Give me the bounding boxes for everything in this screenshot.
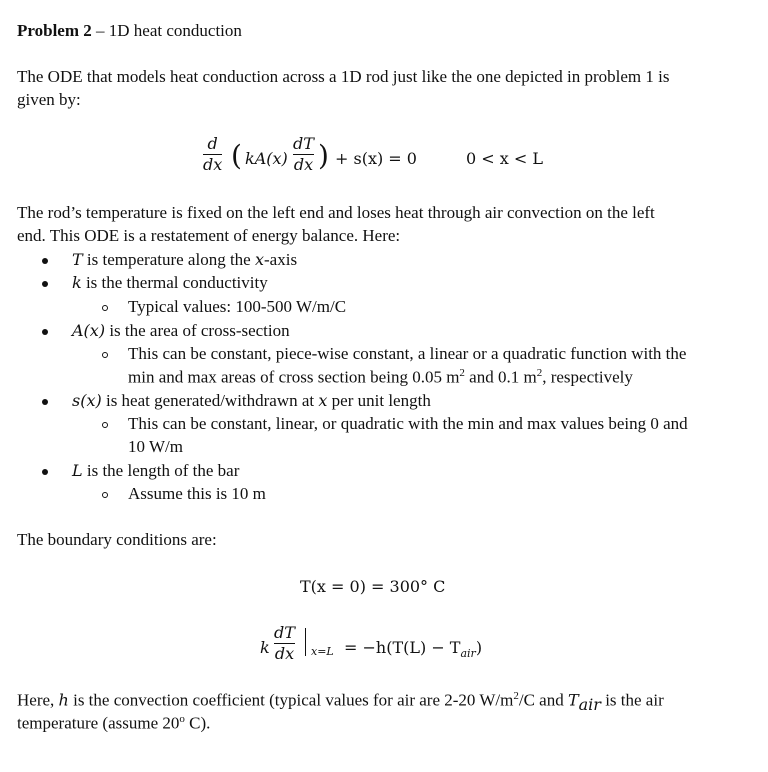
problem-title [17, 21, 242, 41]
bc2-at: x=L [311, 645, 334, 658]
d-dx-fraction [203, 135, 222, 174]
source-term: + s(x) = 0 [335, 149, 417, 168]
closing-line-2: temperature (assume 20$^o$ C). [17, 713, 211, 733]
dT-numerator: dT [293, 134, 314, 153]
description-line-1: The rod’s temperature is fixed on the left end and loses heat through air convection on the left [17, 203, 655, 222]
list-item-L: L is the length of the bar [72, 461, 240, 480]
d-numerator: d [207, 134, 218, 153]
dx-denominator-2: dx [293, 155, 314, 174]
problem-subtitle: 1D heat conduction [108, 21, 242, 40]
problem-label: Problem 2 [17, 21, 92, 40]
sub-bullet-ring [102, 492, 108, 498]
sub-bullet-ring [102, 422, 108, 428]
list-subitem-s-1: This can be constant, linear, or quadratic with the min and max values being 0 and [128, 414, 688, 433]
kA-term: kA(x) [245, 149, 288, 168]
dx-denominator: dx [203, 155, 223, 174]
boundary-intro: The boundary conditions are: [17, 530, 217, 549]
boundary-condition-1: T(x = 0) = 300° C [300, 577, 446, 596]
bullet-dot [42, 281, 48, 287]
evaluation-bar [305, 628, 306, 656]
close-paren: ) [318, 139, 329, 172]
domain-range: 0 < x < L [466, 149, 543, 168]
bc2-rhs: = $-h(T(L) - T_{air})$ [344, 638, 483, 661]
title-dash: – [96, 21, 105, 40]
list-item-s: s(x) is heat generated/withdrawn at x per unit length [72, 391, 431, 410]
list-subitem-A-1: This can be constant, piece-wise constant, a linear or a quadratic function with the [128, 344, 687, 363]
dT-dx-fraction [293, 135, 314, 174]
bc2-k: k [260, 638, 270, 657]
sub-bullet-ring [102, 305, 108, 311]
list-subitem-L: Assume this is 10 m [128, 484, 266, 503]
bullet-dot [42, 258, 48, 264]
list-subitem-k: Typical values: 100-500 W/m/C [128, 297, 347, 316]
list-subitem-A-2: min and max areas of cross section being 0.05 $m^2$ and 0.1 $m^2$, respectively [128, 367, 633, 387]
intro-line-2: given by: [17, 90, 81, 109]
bullet-dot [42, 399, 48, 405]
closing-line-1: Here, h is the convection coefficient (typical values for air are 2-20 $W/m^2/C$ and $T_{air}$ is the air [17, 690, 664, 715]
open-paren: ( [231, 139, 242, 172]
list-subitem-s-2: 10 W/m [128, 437, 183, 456]
bullet-dot [42, 329, 48, 335]
intro-line-1: The ODE that models heat conduction across a 1D rod just like the one depicted in problem 1 is [17, 67, 670, 86]
list-item-A: A(x) is the area of cross-section [72, 321, 290, 340]
bc2-derivative: dT dx [274, 623, 295, 663]
list-item-T: T is temperature along the x-axis [72, 250, 298, 269]
list-item-k: k is the thermal conductivity [72, 273, 268, 292]
description-line-2: end. This ODE is a restatement of energy balance. Here: [17, 226, 401, 245]
bullet-dot [42, 469, 48, 475]
sub-bullet-ring [102, 352, 108, 358]
